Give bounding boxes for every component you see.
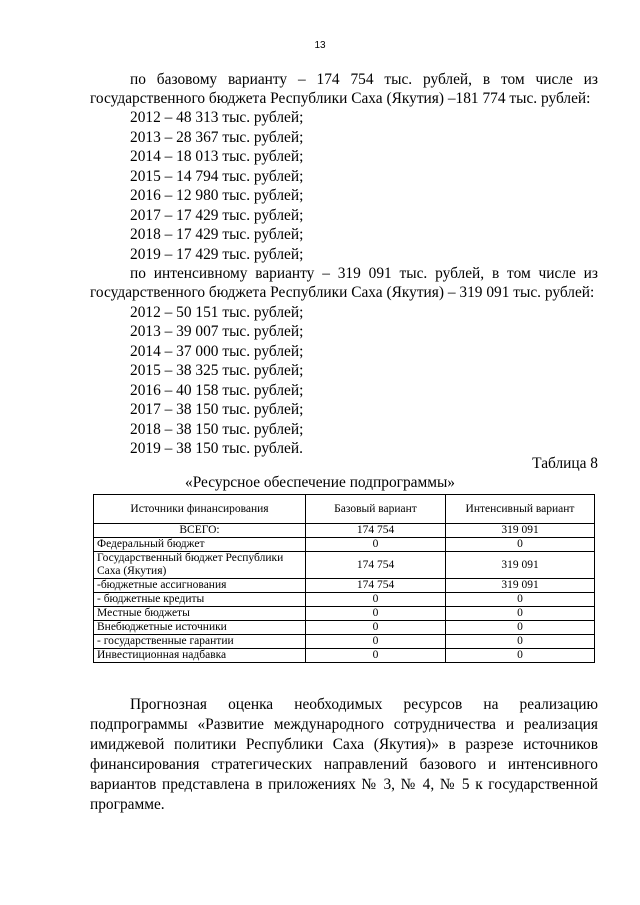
row-intensive: 0 — [446, 593, 595, 607]
table-header-row — [94, 495, 595, 524]
intensive-year-line: 2015 – 38 325 тыс. рублей; — [130, 362, 304, 379]
conclusion-block — [90, 695, 598, 815]
intensive-variant-line-2: государственного бюджета Республики Саха (Якутия) – 319 091 тыс. рублей: — [90, 284, 595, 301]
row-base: 0 — [306, 593, 446, 607]
row-intensive: 319 091 — [446, 579, 595, 593]
header-base: Базовый вариант — [306, 495, 446, 524]
intensive-year-line: 2017 – 38 150 тыс. рублей; — [130, 401, 304, 418]
table-row — [94, 552, 595, 579]
row-name: ВСЕГО: — [94, 524, 306, 538]
table-label: Таблица 8 — [532, 455, 598, 472]
row-base: 174 754 — [306, 524, 446, 538]
row-name: -бюджетные ассигнования — [94, 579, 306, 593]
row-intensive: 0 — [446, 635, 595, 649]
table-title: «Ресурсное обеспечение подпрограммы» — [185, 474, 455, 491]
intensive-year-line: 2016 – 40 158 тыс. рублей; — [130, 381, 304, 399]
intensive-year-line: 2019 – 38 150 тыс. рублей. — [130, 440, 303, 457]
table-row — [94, 593, 595, 607]
row-base: 174 754 — [306, 552, 446, 579]
table-row — [94, 621, 595, 635]
table-row — [94, 524, 595, 538]
table-row — [94, 579, 595, 593]
row-name: - государственные гарантии — [94, 635, 306, 649]
row-base: 174 754 — [306, 579, 446, 593]
row-intensive: 0 — [446, 649, 595, 663]
base-year-line: 2014 – 18 013 тыс. рублей; — [130, 148, 304, 165]
row-name: - бюджетные кредиты — [94, 593, 306, 607]
row-intensive: 319 091 — [446, 524, 595, 538]
base-year-line: 2018 – 17 429 тыс. рублей; — [130, 226, 304, 243]
row-base: 0 — [306, 621, 446, 635]
intensive-variant-line-1: по интенсивному варианту – 319 091 тыс. рублей, в том числе из — [130, 265, 598, 282]
table-row — [94, 635, 595, 649]
row-base: 0 — [306, 538, 446, 552]
row-base: 0 — [306, 607, 446, 621]
row-intensive: 0 — [446, 607, 595, 621]
base-year-line: 2013 – 28 367 тыс. рублей; — [130, 128, 304, 146]
page-number: 13 — [314, 40, 326, 51]
conclusion-paragraph: Прогнозная оценка необходимых ресурсов на реализацию подпрограммы «Развитие международного сотрудничества и реализация имиджевой политики Республики Саха (Якутия)» в разрезе источников финансирования стратегических направлений базового и интенсивного вариантов представлена в приложениях № 3, № 4, № 5 к государственной программе. — [90, 696, 598, 813]
header-intensive: Интенсивный вариант — [446, 495, 595, 524]
table-row — [94, 607, 595, 621]
row-name: Федеральный бюджет — [94, 538, 306, 552]
row-name: Государственный бюджет Республики Саха (Якутия) — [94, 552, 306, 579]
intensive-year-line: 2012 – 50 151 тыс. рублей; — [130, 303, 304, 321]
row-intensive: 319 091 — [446, 552, 595, 579]
base-year-line: 2012 – 48 313 тыс. рублей; — [130, 109, 304, 126]
base-year-line: 2017 – 17 429 тыс. рублей; — [130, 206, 304, 224]
intensive-year-line: 2018 – 38 150 тыс. рублей; — [130, 420, 304, 438]
row-name: Внебюджетные источники — [94, 621, 306, 635]
row-intensive: 0 — [446, 621, 595, 635]
header-sources: Источники финансирования — [94, 495, 306, 524]
base-variant-line-2: государственного бюджета Республики Саха (Якутия) –181 774 тыс. рублей: — [90, 90, 591, 107]
base-year-line: 2019 – 17 429 тыс. рублей; — [130, 245, 304, 263]
intensive-year-line: 2014 – 37 000 тыс. рублей; — [130, 342, 304, 360]
base-year-line: 2016 – 12 980 тыс. рублей; — [130, 187, 304, 204]
intensive-year-line: 2013 – 39 007 тыс. рублей; — [130, 323, 304, 340]
resource-table — [93, 494, 595, 663]
row-intensive: 0 — [446, 538, 595, 552]
row-base: 0 — [306, 649, 446, 663]
table-row — [94, 538, 595, 552]
table-row — [94, 649, 595, 663]
base-variant-line-1: по базовому варианту – 174 754 тыс. рублей, в том числе из — [130, 71, 598, 88]
row-name: Местные бюджеты — [94, 607, 306, 621]
base-year-line: 2015 – 14 794 тыс. рублей; — [130, 167, 304, 185]
row-name: Инвестиционная надбавка — [94, 649, 306, 663]
row-base: 0 — [306, 635, 446, 649]
